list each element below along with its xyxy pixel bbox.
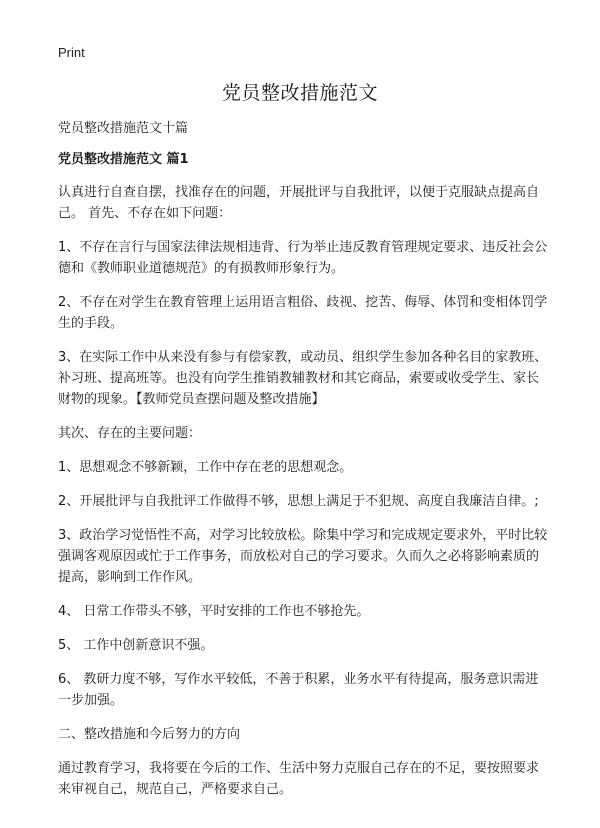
section-heading: 党员整改措施范文 篇1 <box>58 152 189 167</box>
paragraph-item: 1、不存在言行与国家法律法规相违背、行为举止违反教育管理规定要求、违反社会公德和《教师职业道德规范》的有损教师形象行为。 <box>58 240 548 276</box>
page-title: 党员整改措施范文 <box>221 82 378 104</box>
paragraph-subheading: 二、整改措施和今后努力的方向 <box>58 727 241 742</box>
paragraph-item: 通过教育学习，我将要在今后的工作、生活中努力克服自己存在的不足，要按照要求来审视自己，规范自己，严格要求自己。 <box>58 761 540 797</box>
paragraph-intro: 认真进行自查自摆，找准存在的问题，开展批评与自我批评，以便于克服缺点提高自己。 首先、不存在如下问题： <box>58 185 540 221</box>
paragraph-subheading: 其次、存在的主要问题： <box>58 426 202 441</box>
print-link[interactable]: Print <box>58 45 85 60</box>
paragraph-item: 2、不存在对学生在教育管理上运用语言粗俗、歧视、挖苦、侮辱、体罚和变相体罚学生的手段。 <box>58 295 548 331</box>
paragraph-item: 4、 日常工作带头不够，平时安排的工作也不够抢先。 <box>58 604 370 619</box>
paragraph-item: 1、思想观念不够新颖，工作中存在老的思想观念。 <box>58 460 353 475</box>
paragraph-item: 2、开展批评与自我批评工作做得不够，思想上满足于不犯规、高度自我廉洁自律。; <box>58 494 539 509</box>
paragraph-item: 6、 教研力度不够，写作水平较低，不善于积累，业务水平有待提高，服务意识需进一步加强。 <box>58 672 539 708</box>
document-body <box>58 120 548 813</box>
document-subtitle: 党员整改措施范文十篇 <box>58 121 189 136</box>
paragraph-item: 5、 工作中创新意识不强。 <box>58 638 214 653</box>
paragraph-item: 3、在实际工作中从来没有参与有偿家教，或动员、组织学生参加各种名目的家教班、补习班、提高班等。也没有向学生推销教辅教材和其它商品，索要或收受学生、家长财物的现象。【教师党员查摆问题及整改措施】 <box>58 350 548 407</box>
paragraph-item: 3、政治学习觉悟性不高，对学习比较放松。除集中学习和完成规定要求外，平时比较强调客观原因或忙于工作事务，而放松对自己的学习要求。久而久之必将影响素质的提高，影响到工作作风。 <box>58 528 548 585</box>
